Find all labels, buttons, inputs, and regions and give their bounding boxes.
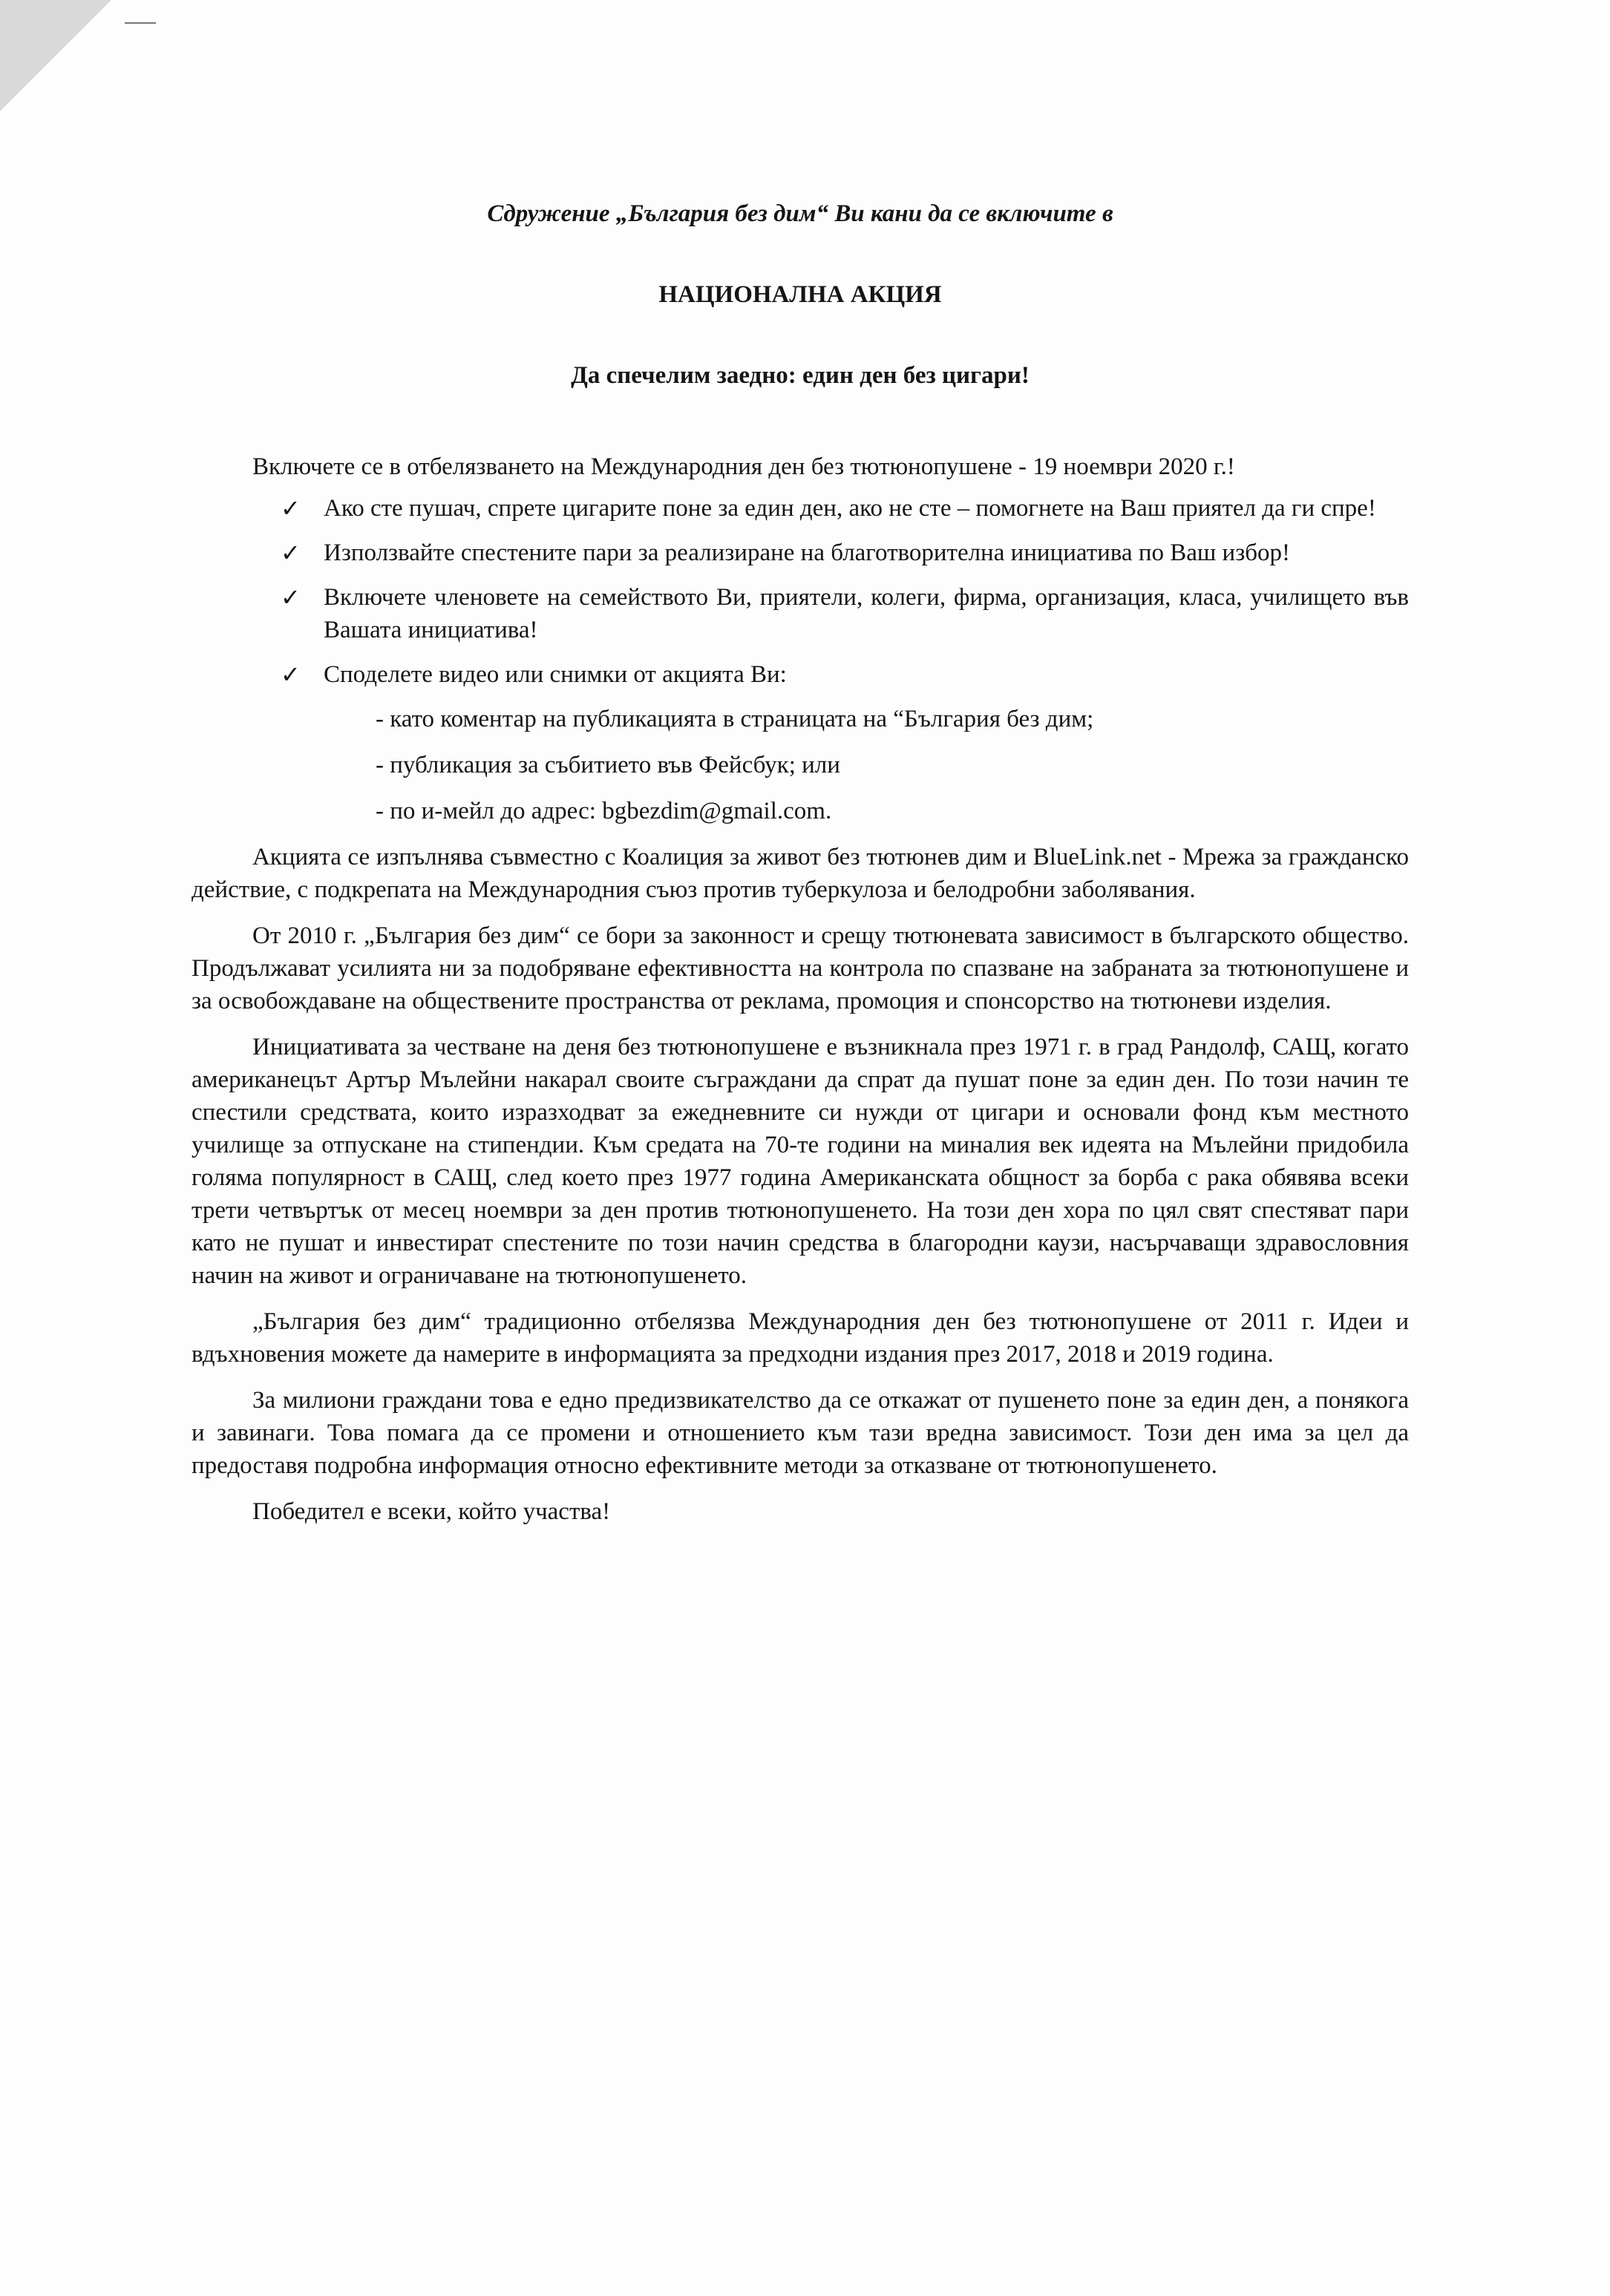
document-body	[192, 200, 1409, 1528]
share-option: - публикация за събитието във Фейсбук; или	[376, 752, 840, 778]
checklist-item-text: Използвайте спестените пари за реализиране на благотворителна инициатива по Ваш избор!	[324, 539, 1291, 566]
page-corner-fold	[0, 0, 111, 111]
partners-paragraph: Акцията се изпълнява съвместно с Коалиция за живот без тютюнев дим и BlueLink.net - Мрежа за гражданско действие, с подкрепата на Международния съюз против туберкулоза и белодробни заболявания.	[192, 844, 1409, 903]
document-title: НАЦИОНАЛНА АКЦИЯ	[658, 281, 942, 308]
invitation-line: Сдружение „България без дим“ Ви кани да се включите в	[487, 200, 1113, 227]
initiative-origin-paragraph: Инициативата за честване на деня без тютюнопушене е възникнала през 1971 г. в град Рандолф, САЩ, когато американецът Артър Мълейни накарал своите съграждани да спрат да пушат поне за един ден. По този начин те спестили средствата, които изразходват за ежедневните си нужди от цигари и основали фонд към местното училище за отпускане на стипендии. Към средата на 70-те години на миналия век идеята на Мълейни придобила голяма популярност в САЩ, след което през 1977 година Американската общност за борба с рака обявява всеки трети четвъртък от месец ноември за ден против тютюнопушенето. На този ден хора по цял свят спестяват пари като не пушат и инвестират спестените по този начин средства в благородни каузи, насърчаващи здравословния начин на живот и ограничаване на тютюнопушенето.	[192, 1034, 1409, 1289]
share-options-list	[192, 703, 1409, 827]
scan-mark	[125, 22, 156, 24]
checkmark-icon: ✓	[281, 494, 301, 522]
history-organization-paragraph: От 2010 г. „България без дим“ се бори за законност и срещу тютюневата зависимост в българското общество. Продължават усилията ни за подобряване ефективността на контрола по спазване на забраната за тютюнопушене и за освобождаване на обществените пространства от реклама, промоция и спонсорство на тютюневи изделия.	[192, 922, 1409, 1014]
checkmark-icon: ✓	[281, 583, 301, 611]
checklist-item	[281, 658, 1409, 691]
checkmark-icon: ✓	[281, 539, 301, 567]
challenge-paragraph: За милиони граждани това е едно предизвикателство да се откажат от пушенето поне за един ден, а понякога и завинаги. Това помага да се промени и отношението към тази вредна зависимост. Този ден има за цел да предоставя подробна информация относно ефективните методи за отказване от тютюнопушенето.	[192, 1387, 1409, 1479]
checklist-item-text: Ако сте пушач, спрете цигарите поне за един ден, ако не сте – помогнете на Ваш приятел да ги спре!	[324, 495, 1376, 522]
intro-paragraph: Включете се в отбелязването на Международния ден без тютюнопушене - 19 ноември 2020 г.!	[252, 453, 1235, 480]
checklist-item	[281, 581, 1409, 646]
checklist-item-text: Споделете видео или снимки от акцията Ви:	[324, 661, 787, 688]
tradition-paragraph: „България без дим“ традиционно отбелязва Международния ден без тютюнопушене от 2011 г. Идеи и вдъхновения можете да намерите в информацията за предходни издания през 2017, 2018 и 2019 година.	[192, 1308, 1409, 1368]
action-checklist	[192, 492, 1409, 691]
checklist-item	[281, 492, 1409, 525]
checklist-item-text: Включете членовете на семейството Ви, приятели, колеги, фирма, организация, класа, училището във Вашата инициатива!	[324, 584, 1409, 643]
share-option: - като коментар на публикацията в страницата на “България без дим;	[376, 706, 1094, 732]
checkmark-icon: ✓	[281, 660, 301, 689]
campaign-slogan: Да спечелим заедно: един ден без цигари!	[571, 362, 1030, 389]
share-option: - по и-мейл до адрес: bgbezdim@gmail.com.	[376, 798, 832, 824]
checklist-item	[281, 537, 1409, 569]
closing-line: Победител е всеки, който участва!	[252, 1498, 611, 1525]
